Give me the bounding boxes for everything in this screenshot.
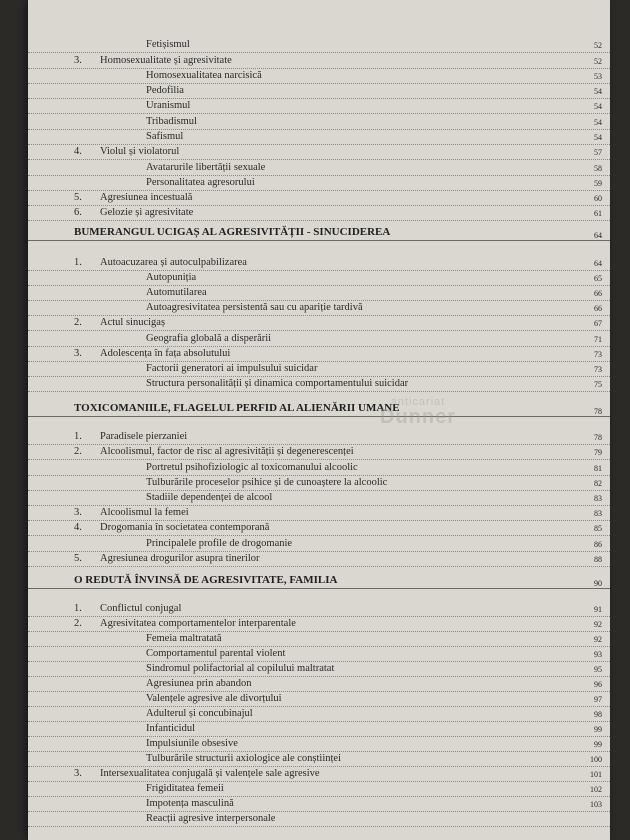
toc-entry-number: 5. <box>74 192 82 203</box>
toc-entry <box>28 286 610 301</box>
toc-entry <box>28 115 610 130</box>
toc-page-number: 97 <box>594 695 602 704</box>
toc-entry-title: Portretul psihofiziologic al toxicomanului alcoolic <box>146 462 358 473</box>
toc-entry <box>28 38 610 53</box>
toc-page-number: 99 <box>594 725 602 734</box>
toc-entry-title: Autopuniția <box>146 272 197 283</box>
toc-entry <box>28 301 610 316</box>
toc-entry-number: 1. <box>74 603 82 614</box>
toc-page-number: 92 <box>594 635 602 644</box>
toc-entry <box>28 191 610 206</box>
toc-entry-title: Impulsiunile obsesive <box>146 738 238 749</box>
toc-page-number: 81 <box>594 464 602 473</box>
toc-page-number: 59 <box>594 179 602 188</box>
toc-entry <box>28 537 610 552</box>
toc-page-number: 99 <box>594 740 602 749</box>
toc-entry-title: Comportamentul parental violent <box>146 648 286 659</box>
toc-entry <box>28 316 610 331</box>
toc-entry-title: Alcoolismul la femei <box>100 507 189 518</box>
toc-page-number: 75 <box>594 380 602 389</box>
toc-entry-title: Personalitatea agresorului <box>146 177 255 188</box>
toc-entry-title: Femeia maltratată <box>146 633 222 644</box>
toc-entry-title: Agresivitatea comportamentelor interparentale <box>100 618 296 629</box>
toc-entry-title: Agresiunea drogurilor asupra tinerilor <box>100 553 260 564</box>
toc-entry <box>28 54 610 69</box>
toc-entry <box>28 145 610 160</box>
toc-entry <box>28 552 610 567</box>
toc-entry <box>28 347 610 362</box>
toc-entry-number: 3. <box>74 768 82 779</box>
toc-entry-title: Homosexualitatea narcisică <box>146 70 262 81</box>
watermark <box>358 396 478 429</box>
toc-entry <box>28 506 610 521</box>
toc-entry <box>28 677 610 692</box>
toc-entry-number: 1. <box>74 257 82 268</box>
toc-entry <box>28 69 610 84</box>
section-title: TOXICOMANIILE, FLAGELUL PERFID AL ALIENĂRII UMANE <box>74 402 400 414</box>
toc-entry-number: 3. <box>74 55 82 66</box>
toc-entry-title: Violul și violatorul <box>100 146 180 157</box>
toc-page-number: 90 <box>594 579 602 588</box>
toc-entry-title: Factorii generatori ai impulsului suicidar <box>146 363 318 374</box>
toc-page-number: 64 <box>594 231 602 240</box>
toc-page-number: 102 <box>590 785 602 794</box>
toc-page-number: 83 <box>594 494 602 503</box>
toc-entry-number: 5. <box>74 553 82 564</box>
toc-entry-number: 6. <box>74 207 82 218</box>
toc-entry-title: Automutilarea <box>146 287 207 298</box>
toc-page-number: 78 <box>594 433 602 442</box>
toc-page-number: 52 <box>594 41 602 50</box>
toc-entry <box>28 737 610 752</box>
toc-entry-title: Gelozie și agresivitate <box>100 207 194 218</box>
toc-entry-title: Reacții agresive interpersonale <box>146 813 276 824</box>
toc-entry-title: Agresiunea incestuală <box>100 192 193 203</box>
toc-entry <box>28 445 610 460</box>
toc-entry-number: 2. <box>74 317 82 328</box>
toc-entry <box>28 377 610 392</box>
toc-page-number: 78 <box>594 407 602 416</box>
toc-page-number: 100 <box>590 755 602 764</box>
toc-page-number: 85 <box>594 524 602 533</box>
toc-entry <box>28 362 610 377</box>
toc-entry-title: Avatarurile libertății sexuale <box>146 162 266 173</box>
toc-entry <box>28 662 610 677</box>
toc-section-heading <box>28 572 610 589</box>
toc-page-number: 66 <box>594 304 602 313</box>
toc-page-number: 67 <box>594 319 602 328</box>
toc-entry-number: 4. <box>74 522 82 533</box>
toc-entry <box>28 476 610 491</box>
toc-entry-number: 3. <box>74 348 82 359</box>
watermark-top: anticariat <box>390 396 446 408</box>
toc-entry-title: Structura personalității și dinamica comportamentului suicidar <box>146 378 409 389</box>
toc-page-number: 60 <box>594 194 602 203</box>
toc-page-number: 54 <box>594 118 602 127</box>
toc-entry <box>28 767 610 782</box>
toc-page-number: 64 <box>594 259 602 268</box>
toc-entry-title: Principalele profile de drogomanie <box>146 538 293 549</box>
toc-entry-title: Impotența masculină <box>146 798 234 809</box>
toc-page-number: 73 <box>594 350 602 359</box>
toc-entry-title: Intersexualitatea conjugală și valențele sale agresive <box>100 768 320 779</box>
book-page <box>28 0 610 840</box>
toc-entry <box>28 461 610 476</box>
toc-entry <box>28 752 610 767</box>
toc-page-number: 83 <box>594 509 602 518</box>
toc-entry <box>28 692 610 707</box>
toc-page-number: 71 <box>594 335 602 344</box>
toc-page-number: 73 <box>594 365 602 374</box>
toc-entry <box>28 602 610 617</box>
toc-page-number: 93 <box>594 650 602 659</box>
toc-page-number: 101 <box>590 770 602 779</box>
toc-page-number: 58 <box>594 164 602 173</box>
toc-entry <box>28 521 610 536</box>
toc-entry-title: Drogomania în societatea contemporană <box>100 522 270 533</box>
toc-entry <box>28 782 610 797</box>
toc-entry <box>28 647 610 662</box>
toc-entry-number: 1. <box>74 431 82 442</box>
toc-entry-title: Frigiditatea femeii <box>146 783 224 794</box>
toc-entry-number: 3. <box>74 507 82 518</box>
toc-page-number: 52 <box>594 57 602 66</box>
toc-entry-title: Autoagresivitatea persistentă sau cu apariție tardivă <box>146 302 363 313</box>
toc-entry <box>28 491 610 506</box>
toc-entry-title: Fetișismul <box>146 39 190 50</box>
toc-page-number: 92 <box>594 620 602 629</box>
toc-entry <box>28 332 610 347</box>
toc-page-number: 65 <box>594 274 602 283</box>
toc-entry-number: 2. <box>74 618 82 629</box>
toc-page-number: 98 <box>594 710 602 719</box>
toc-page-number: 91 <box>594 605 602 614</box>
toc-page-number: 96 <box>594 680 602 689</box>
section-title: BUMERANGUL UCIGAȘ AL AGRESIVITĂȚII - SINUCIDEREA <box>74 226 391 238</box>
toc-entry-title: Adolescența în fața absolutului <box>100 348 231 359</box>
toc-entry-title: Autoacuzarea și autoculpabilizarea <box>100 257 247 268</box>
table-of-contents <box>28 0 610 840</box>
toc-entry <box>28 206 610 221</box>
toc-entry <box>28 99 610 114</box>
toc-entry-title: Infanticidul <box>146 723 195 734</box>
toc-entry <box>28 161 610 176</box>
toc-entry <box>28 130 610 145</box>
toc-section-heading <box>28 400 610 417</box>
toc-entry-title: Adulterul și concubinajul <box>146 708 253 719</box>
toc-page-number: 66 <box>594 289 602 298</box>
toc-section-heading <box>28 224 610 241</box>
toc-page-number: 61 <box>594 209 602 218</box>
toc-entry-title: Paradisele pierzaniei <box>100 431 188 442</box>
toc-entry-title: Conflictul conjugal <box>100 603 182 614</box>
toc-entry-title: Homosexualitate și agresivitate <box>100 55 232 66</box>
toc-entry <box>28 797 610 812</box>
toc-entry <box>28 707 610 722</box>
watermark-main: Dunner <box>380 406 456 428</box>
toc-entry-title: Geografia globală a disperării <box>146 333 272 344</box>
section-title: O REDUTĂ ÎNVINSĂ DE AGRESIVITATE, FAMILIA <box>74 574 338 586</box>
toc-entry-title: Safismul <box>146 131 184 142</box>
toc-entry <box>28 812 610 827</box>
toc-entry-title: Alcoolismul, factor de risc al agresivității și degenerescenței <box>100 446 354 457</box>
toc-entry <box>28 632 610 647</box>
toc-entry <box>28 722 610 737</box>
toc-entry-title: Actul sinucigaș <box>100 317 166 328</box>
toc-entry-title: Tribadismul <box>146 116 197 127</box>
toc-page-number: 54 <box>594 87 602 96</box>
toc-entry <box>28 430 610 445</box>
toc-page-number: 88 <box>594 555 602 564</box>
toc-entry-title: Valențele agresive ale divorțului <box>146 693 282 704</box>
toc-entry <box>28 84 610 99</box>
toc-page-number: 54 <box>594 102 602 111</box>
toc-entry-title: Sindromul polifactorial al copilului maltratat <box>146 663 335 674</box>
toc-entry <box>28 176 610 191</box>
toc-page-number: 57 <box>594 148 602 157</box>
toc-entry <box>28 617 610 632</box>
toc-entry <box>28 271 610 286</box>
toc-entry-title: Uranismul <box>146 100 191 111</box>
toc-entry-title: Agresiunea prin abandon <box>146 678 252 689</box>
toc-page-number: 53 <box>594 72 602 81</box>
toc-entry <box>28 256 610 271</box>
toc-page-number: 86 <box>594 540 602 549</box>
toc-entry-title: Pedofilia <box>146 85 184 96</box>
toc-page-number: 103 <box>590 800 602 809</box>
toc-entry-title: Tulburările structurii axiologice ale conștiinței <box>146 753 341 764</box>
toc-page-number: 54 <box>594 133 602 142</box>
toc-page-number: 79 <box>594 448 602 457</box>
toc-page-number: 95 <box>594 665 602 674</box>
toc-entry-title: Stadiile dependenței de alcool <box>146 492 273 503</box>
toc-entry-title: Tulburările proceselor psihice și de cunoaștere la alcoolic <box>146 477 388 488</box>
toc-entry-number: 2. <box>74 446 82 457</box>
toc-entry-number: 4. <box>74 146 82 157</box>
toc-page-number: 82 <box>594 479 602 488</box>
